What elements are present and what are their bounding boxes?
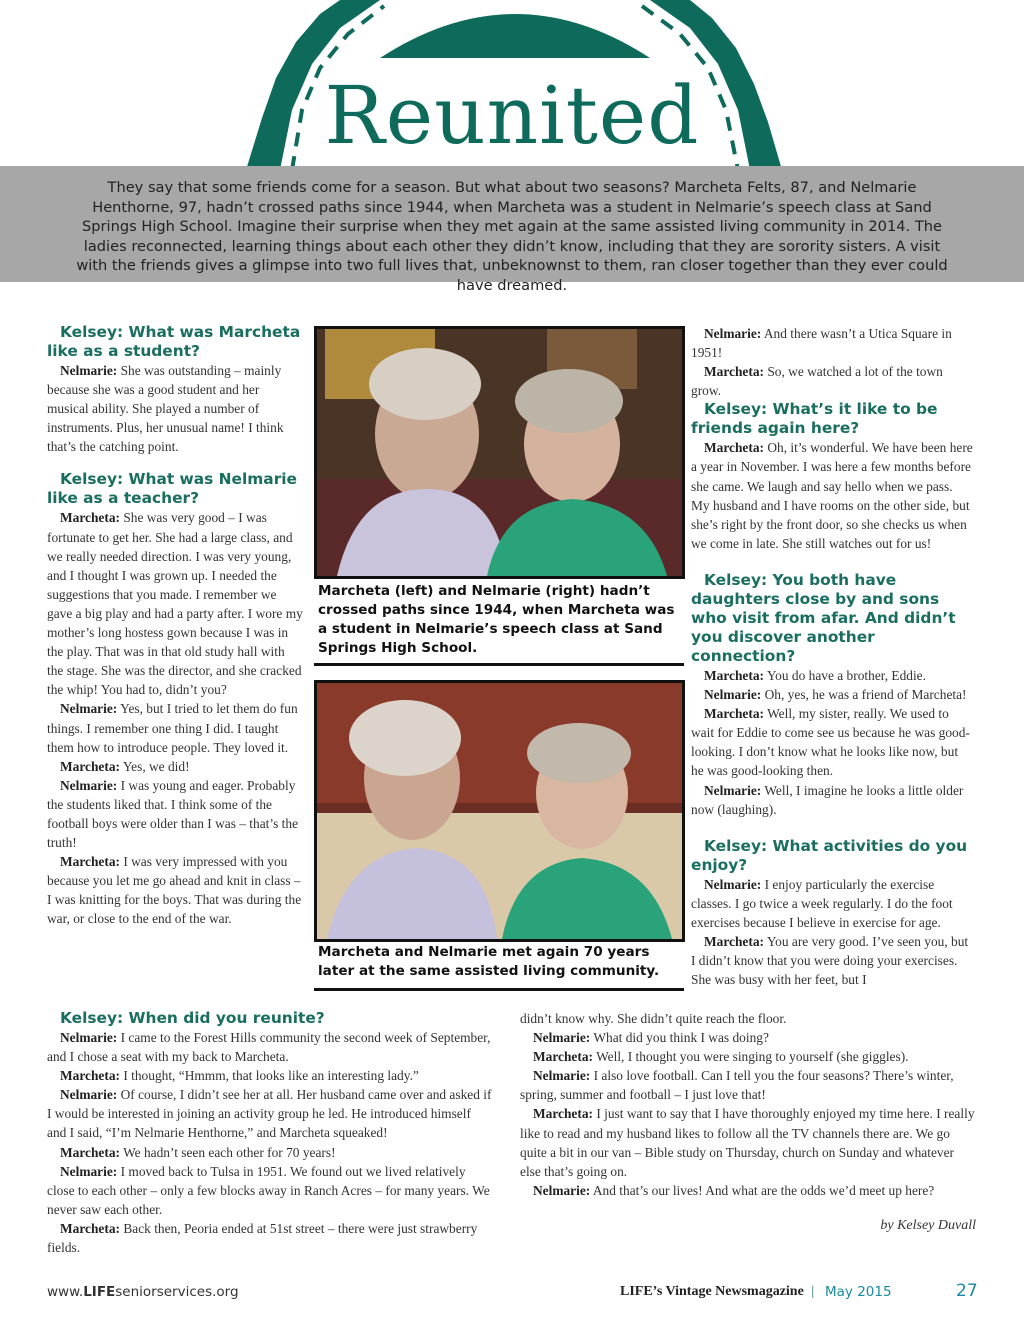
answer-paragraph: Marcheta: You are very good. I’ve seen you, but I didn’t know that you were doing your exercises. She was busy with her feet, but I xyxy=(691,933,969,988)
answer-paragraph: Marcheta: Yes, we did! xyxy=(60,758,190,774)
footer-publication: LIFE’s Vintage Newsmagazine | xyxy=(620,1284,815,1299)
question-heading: Kelsey: You both have daughters close by and sons who visit from afar. And didn’t you discover another connection? xyxy=(691,570,956,665)
answer-paragraph: Marcheta: You do have a brother, Eddie. xyxy=(704,667,926,683)
photo-friends-smiling xyxy=(314,680,685,942)
answer-paragraph: Marcheta: I just want to say that I have thoroughly enjoyed my time here. I really like to read and my husband likes to follow all the TV channels there are. We go quite a bit in our van – Bible study on Thursday, church on Sunday and whatever else that’s going on. xyxy=(520,1106,975,1179)
byline: by Kelsey Duvall xyxy=(880,1218,976,1233)
footer-date: May 2015 xyxy=(825,1284,892,1300)
answer-paragraph: Nelmarie: Oh, yes, he was a friend of Marcheta! xyxy=(704,687,967,703)
right-column xyxy=(691,324,974,989)
left-column xyxy=(47,323,303,929)
intro-text: They say that some friends come for a season. But what about two seasons? Marcheta Felts, 87, and Nelmarie Henthorne, 97, hadn’t crossed paths since 1944, when Marcheta was a student in Nelmarie’s speech class at Sand Springs High School. Imagine their surprise when they met again at the same assisted living community in 2014. The ladies reconnected, learning things about each other they didn’t know, including that they are sorority sisters. A visit with the friends gives a glimpse into two full lives that, unbeknownst to them, ran closer together than they ever could have dreamed. xyxy=(76,179,948,294)
answer-paragraph: Marcheta: I thought, “Hmmm, that looks like an interesting lady.” xyxy=(60,1068,419,1084)
answer-paragraph: Nelmarie: And that’s our lives! And what are the odds we’d meet up here? xyxy=(533,1182,935,1198)
answer-paragraph: Nelmarie: I enjoy particularly the exercise classes. I go twice a week regularly. I do the foot exercises because I believe in exercise for age. xyxy=(691,876,953,930)
answer-paragraph: Nelmarie: Yes, but I tried to let them do fun things. I remember one thing I did. I taught them how to introduce people. They loved it. xyxy=(47,701,298,755)
answer-paragraph: Marcheta: Well, I thought you were singing to yourself (she giggles). xyxy=(533,1049,909,1065)
caption-rule xyxy=(314,988,684,991)
reunite-section xyxy=(47,1009,493,1257)
answer-paragraph: didn’t know why. She didn’t quite reach the floor. xyxy=(520,1011,787,1026)
question-heading: Kelsey: What activities do you enjoy? xyxy=(691,836,968,874)
answer-paragraph: Marcheta: We hadn’t seen each other for 70 years! xyxy=(60,1144,336,1160)
answer-paragraph: Nelmarie: What did you think I was doing? xyxy=(533,1030,769,1046)
intro-banner xyxy=(0,166,1024,294)
question-heading: Kelsey: What was Nelmarie like as a teacher? xyxy=(47,470,297,508)
question-heading: Kelsey: What was Marcheta like as a student? xyxy=(47,323,301,360)
closing-section xyxy=(520,1009,976,1200)
photo-friends-seated xyxy=(314,326,685,579)
photo-caption: Marcheta and Nelmarie met again 70 years later at the same assisted living community. xyxy=(318,944,660,979)
answer-paragraph: Nelmarie: And there wasn’t a Utica Square in 1951! xyxy=(691,326,952,361)
answer-paragraph: Marcheta: She was very good – I was fortunate to get her. She had a large class, and we really needed direction. I was very young, and I thought I was grown up. I needed the suggestions that you made. I remember we gave a big play and had a party after. I wore my mother’s long hostess gown because I was in the play. That was in that old study hall with the stage. She was the director, and she cracked the whip! You had to, didn’t you? xyxy=(47,510,303,698)
answer-paragraph: Marcheta: So, we watched a lot of the town grow. xyxy=(691,364,943,399)
answer-paragraph: Marcheta: Oh, it’s wonderful. We have been here a year in November. I was here a few months before she came. We laugh and say hello when we pass. My husband and I have rooms on the other side, but she’s right by the front door, so she checks us when we come in late. She still watches out for us! xyxy=(691,440,973,551)
photo-caption: Marcheta (left) and Nelmarie (right) hadn’t crossed paths since 1944, when Marcheta was a student in Nelmarie’s speech class at Sand Springs High School. xyxy=(318,583,675,656)
page-number: 27 xyxy=(956,1281,978,1301)
answer-paragraph: Nelmarie: I came to the Forest Hills community the second week of September, and I chose a seat with my back to Marcheta. xyxy=(47,1030,491,1065)
answer-paragraph: Nelmarie: I was young and eager. Probably the students liked that. I think some of the football boys were older than I was – that’s the truth! xyxy=(47,777,299,851)
footer-separator: | xyxy=(811,1284,815,1299)
answer-paragraph: Nelmarie: I also love football. Can I tell you the four seasons? There’s winter, spring, summer and football – I just love that! xyxy=(520,1068,954,1103)
question-heading: Kelsey: What’s it like to be friends again here? xyxy=(691,400,938,438)
answer-paragraph: Nelmarie: Of course, I didn’t see her at all. Her husband came over and asked if I would be interested in joining an activity group he led. He introduced himself and I said, “I’m Nelmarie Henthorne,” and Marcheta squeaked! xyxy=(47,1087,492,1141)
question-heading: Kelsey: When did you reunite? xyxy=(60,1009,325,1027)
page-title: Reunited xyxy=(324,69,700,162)
answer-paragraph: Nelmarie: She was outstanding – mainly because she was a good student and her musical ability. She played a number of instruments. Plus, her unusual name! I think that’s the catching point. xyxy=(47,363,284,455)
answer-paragraph: Nelmarie: Well, I imagine he looks a little older now (laughing). xyxy=(691,782,964,817)
answer-paragraph: Marcheta: I was very impressed with you because you let me go ahead and knit in class – I was knitting for the boys. That was during the war, or close to the end of the war. xyxy=(47,854,302,927)
answer-paragraph: Nelmarie: I moved back to Tulsa in 1951. We found out we lived relatively close to each other – only a few blocks away in Ranch Acres – for many years. We never saw each other. xyxy=(47,1163,490,1217)
footer-url[interactable]: www.LIFEseniorservices.org xyxy=(47,1284,239,1300)
answer-paragraph: Marcheta: Back then, Peoria ended at 51st street – there were just strawberry fields. xyxy=(47,1220,478,1256)
caption-rule xyxy=(314,663,684,666)
answer-paragraph: Marcheta: Well, my sister, really. We used to wait for Eddie to come see us because he was good-looking. I don’t know what he looks like now, but he was good-looking then. xyxy=(691,706,970,779)
